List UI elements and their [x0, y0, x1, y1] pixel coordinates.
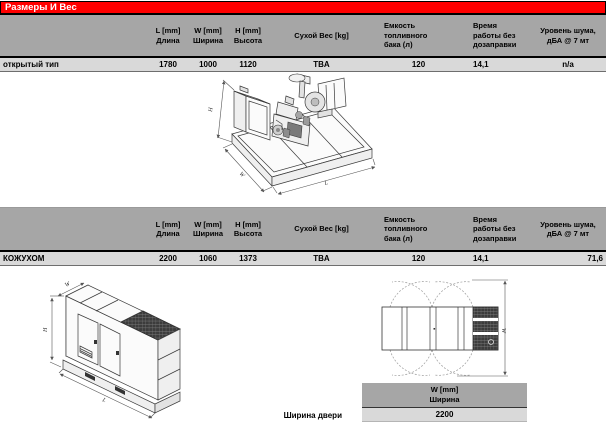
value-width: 1000 — [199, 60, 217, 69]
value-runtime: 14,1 — [473, 254, 489, 263]
section-banner — [0, 1, 606, 15]
dim-label-l: L — [101, 397, 107, 405]
value-height: 1373 — [239, 254, 257, 263]
dim-label-h: H — [43, 327, 49, 332]
header-dry-weight: Сухой Вес [kg] — [294, 30, 349, 40]
header-runtime: Время работы без дозаправки — [473, 21, 517, 50]
header-empty — [0, 208, 148, 250]
header-dry-weight: Сухой Вес [kg] — [294, 224, 349, 234]
door-width-value: 2200 — [362, 408, 527, 422]
row-label: открытый тип — [3, 60, 59, 69]
header-width: W [mm] Ширина — [192, 26, 224, 45]
dim-label-w: W — [64, 281, 72, 289]
canopy-genset-drawing — [40, 280, 195, 430]
value-fuel-tank: 120 — [411, 254, 426, 263]
header-height: H [mm] Высота — [233, 26, 263, 45]
canopy-table-row — [0, 252, 606, 266]
header-fuel-tank: Емкость топливного бака (л) — [384, 214, 428, 243]
header-fuel-tank: Емкость топливного бака (л) — [384, 21, 428, 50]
value-fuel-tank: 120 — [411, 60, 426, 69]
header-empty — [0, 15, 148, 56]
header-length: L [mm] Длина — [155, 26, 181, 45]
value-dry-weight: TBA — [313, 254, 330, 263]
value-dry-weight: TBA — [313, 60, 330, 69]
header-height: H [mm] Высота — [233, 219, 263, 238]
value-length: 2200 — [159, 254, 177, 263]
dim-label-h: H — [208, 107, 215, 113]
value-width: 1060 — [199, 254, 217, 263]
value-length: 1780 — [159, 60, 177, 69]
row-label: КОЖУХОМ — [3, 254, 45, 263]
open-type-table-header — [0, 15, 606, 58]
dim-label-w: W — [237, 171, 246, 179]
header-noise: Уровень шума, дБА @ 7 мт — [540, 26, 596, 45]
door-width-table-header: W [mm] Ширина — [362, 383, 527, 408]
door-width-row-label: Ширина двери — [283, 410, 342, 420]
value-noise: 71,6 — [587, 254, 603, 263]
canopy-table-header — [0, 207, 606, 252]
header-noise: Уровень шума, дБА @ 7 мт — [540, 219, 596, 238]
plan-grille — [473, 307, 498, 350]
canopy-plan-view-drawing — [372, 276, 512, 381]
open-genset-drawing — [198, 68, 383, 200]
header-runtime: Время работы без дозаправки — [473, 214, 517, 243]
header-length: L [mm] Длина — [155, 219, 181, 238]
dim-label-w: W — [500, 328, 506, 333]
header-width: W [mm] Ширина — [192, 219, 224, 238]
value-noise: n/a — [562, 60, 574, 69]
dim-label-l: L — [323, 180, 329, 187]
value-height: 1120 — [239, 60, 257, 69]
value-runtime: 14,1 — [473, 60, 489, 69]
section-title: Размеры И Вес — [5, 2, 77, 13]
